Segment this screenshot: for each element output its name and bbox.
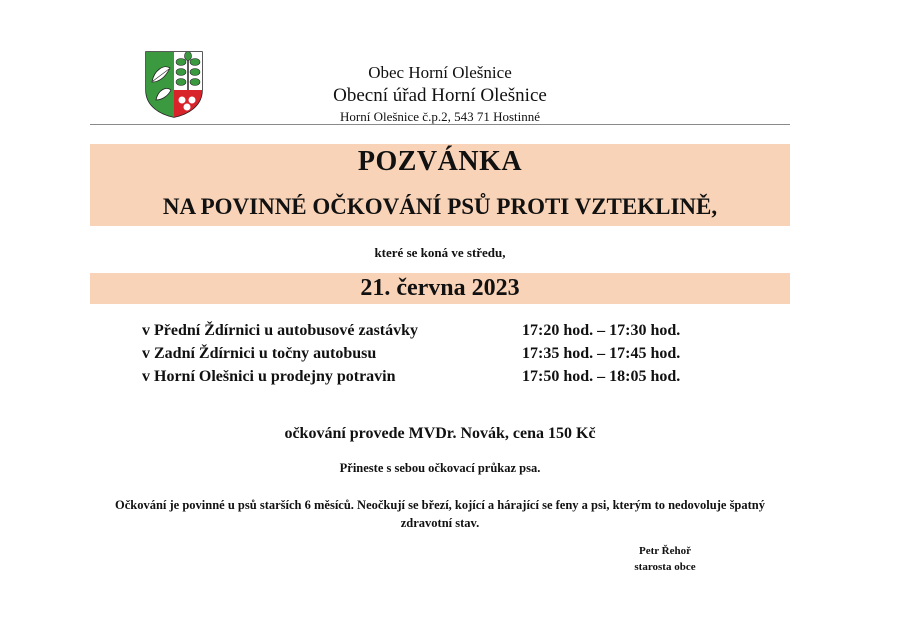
schedule-row (142, 345, 681, 367)
coat-of-arms-icon (144, 50, 204, 118)
office-name: Obecní úřad Horní Olešnice (333, 85, 547, 106)
schedule-row (142, 322, 681, 344)
office-address: Horní Olešnice č.p.2, 543 71 Hostinné (339, 109, 541, 124)
vaccination-note: Očkování je povinné u psů starších 6 měsíců. Neočkují se březí, kojící a hárající se feny a psi, kterým to nedovoluje špatný zdravotní stav. (115, 498, 765, 530)
schedule-time: 17:20 hod. – 17:30 hod. (522, 322, 681, 339)
event-date: 21. června 2023 (360, 275, 520, 301)
vet-info: očkování provede MVDr. Novák, cena 150 Kč (284, 425, 596, 442)
schedule-time: 17:50 hod. – 18:05 hod. (522, 368, 681, 385)
schedule-place: v Zadní Ždírnici u točny autobusu (142, 345, 377, 362)
header-divider (90, 124, 790, 125)
schedule-place: v Horní Olešnici u prodejny potravin (142, 368, 396, 385)
schedule-row (142, 368, 681, 390)
intro-text: které se koná ve středu, (374, 245, 506, 260)
bring-notice: Přineste s sebou očkovací průkaz psa. (339, 461, 541, 475)
document-subtitle: NA POVINNÉ OČKOVÁNÍ PSŮ PROTI VZTEKLINĚ, (162, 194, 718, 219)
schedule-place: v Přední Ždírnici u autobusové zastávky (142, 322, 419, 339)
schedule-time: 17:35 hod. – 17:45 hod. (522, 345, 681, 362)
signature-name: Petr Řehoř (638, 545, 692, 557)
municipality-name: Obec Horní Olešnice (368, 63, 512, 82)
document-title: POZVÁNKA (357, 146, 523, 177)
signature-role: starosta obce (634, 561, 696, 573)
